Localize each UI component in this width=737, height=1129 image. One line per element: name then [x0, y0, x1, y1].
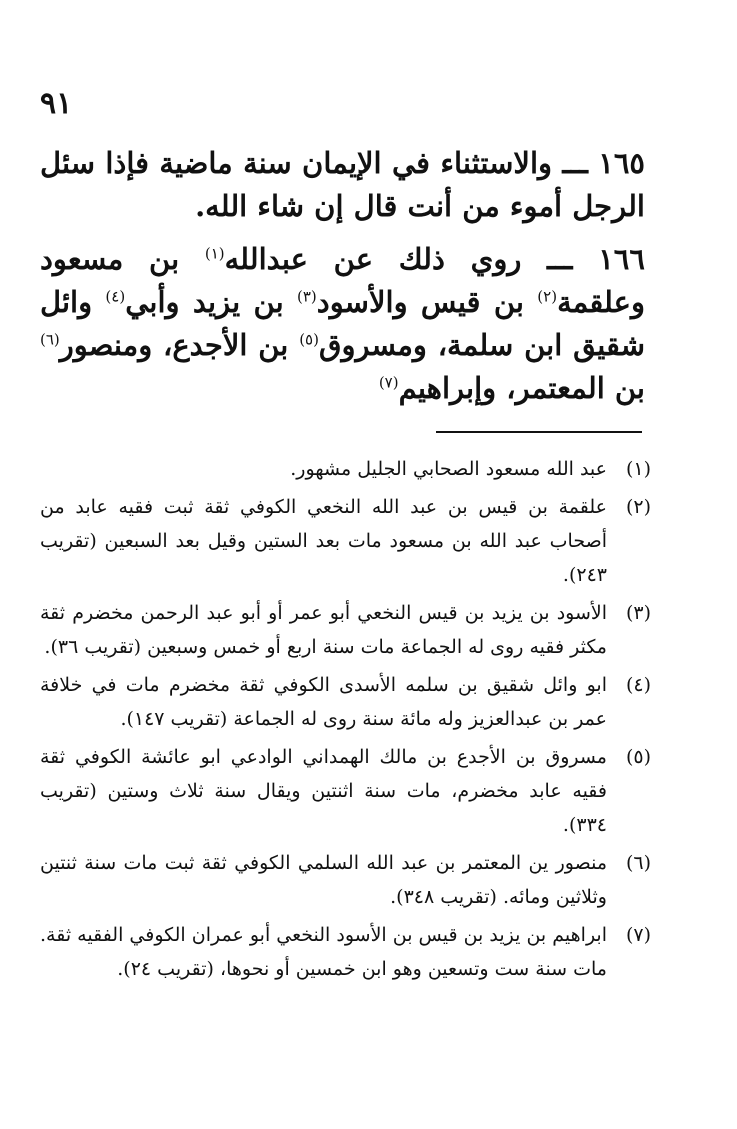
footnote-number: (٦) [625, 852, 651, 874]
footnote-separator [436, 431, 642, 433]
footnote-ref[interactable]: (٧) [378, 373, 399, 392]
footnote-item [40, 490, 651, 592]
footnote-item [40, 452, 651, 486]
footnote-text: عبد الله مسعود الصحابي الجليل مشهور. [290, 458, 607, 480]
footnote-ref[interactable]: (٢) [537, 287, 558, 306]
footnote-number: (٧) [625, 924, 651, 946]
paragraph-dash: ـــ [562, 146, 588, 180]
footnote-ref[interactable]: (٣) [297, 287, 317, 306]
paragraph-part: بن يزيد وأبي [125, 285, 297, 319]
footnote-number: (٤) [625, 674, 651, 696]
paragraph-part: وائل شقيق ابن سلمة، ومسروق [40, 285, 645, 362]
footnote-text: الأسود بن يزيد بن قيس النخعي أبو عمر أو أبو عبد الرحمن مخضرم ثقة مكثر فقيه روى له الجماعة مات سنة اربع أو خمس وسبعين (تقريب ٣٦). [40, 602, 607, 658]
footnote-text: منصور ين المعتمر بن عبد الله السلمي الكوفي ثقة ثبت مات سنة ثنتين وثلاثين ومائه. (تقريب ٣٤٨). [40, 852, 607, 908]
footnote-number: (١) [625, 458, 651, 480]
footnote-text: ابو وائل شقيق بن سلمه الأسدى الكوفي ثقة مخضرم مات في خلافة عمر بن عبدالعزيز وله مائة سنة روى له الجماعة (تقريب ١٤٧). [40, 674, 607, 730]
footnote-text: علقمة بن قيس بن عبد الله النخعي الكوفي ثقة ثبت فقيه عابد من أصحاب عبد الله بن مسعود مات بعد الستين وقيل بعد السبعين (تقريب ٢٤٣). [40, 496, 607, 586]
footnote-item [40, 668, 651, 736]
footnote-ref[interactable]: (٤) [105, 287, 126, 306]
footnote-number: (٥) [625, 746, 651, 768]
footnote-ref[interactable]: (٥) [299, 330, 319, 349]
footnote-ref[interactable]: (١) [204, 244, 225, 263]
footnote-text: مسروق بن الأجدع بن مالك الهمداني الوادعي ابو عائشة الكوفي ثقة فقيه عابد مخضرم، مات سنة اثنتين ويقال سنة ثلاث وستين (تقريب ٣٣٤). [40, 746, 607, 836]
footnote-text: ابراهيم بن يزيد بن قيس بن الأسود النخعي أبو عمران الكوفي الفقيه ثقة. مات سنة ست وتسعين وهو ابن خمسين أو نحوها، (تقريب ٢٤). [40, 924, 607, 980]
paragraph-166 [40, 238, 645, 410]
paragraph-text: والاستثناء في الإيمان سنة ماضية فإذا سئل الرجل أموء من أنت قال إن شاء الله. [40, 146, 645, 223]
page-number: ٩١ [40, 86, 73, 121]
footnote-item [40, 918, 651, 986]
paragraph-number: ١٦٦ [598, 242, 645, 276]
footnote-number: (٢) [625, 496, 651, 518]
paragraph-part: بن مسعود وعلقمة [40, 242, 645, 319]
footnote-item [40, 596, 651, 664]
paragraph-part: بن المعتمر، وإبراهيم [398, 371, 645, 405]
footnote-ref[interactable]: (٦) [40, 330, 60, 349]
paragraph-165 [40, 142, 645, 228]
footnote-item [40, 740, 651, 842]
paragraph-part: بن الأجدع، ومنصور [59, 328, 300, 362]
paragraph-number: ١٦٥ [598, 146, 645, 180]
paragraph-part: بن قيس والأسود [316, 285, 538, 319]
paragraph-part: روي ذلك عن عبدالله [224, 242, 522, 276]
footnotes [40, 452, 651, 990]
footnote-number: (٣) [625, 602, 651, 624]
footnote-item [40, 846, 651, 914]
paragraph-dash: ـــ [547, 242, 573, 276]
